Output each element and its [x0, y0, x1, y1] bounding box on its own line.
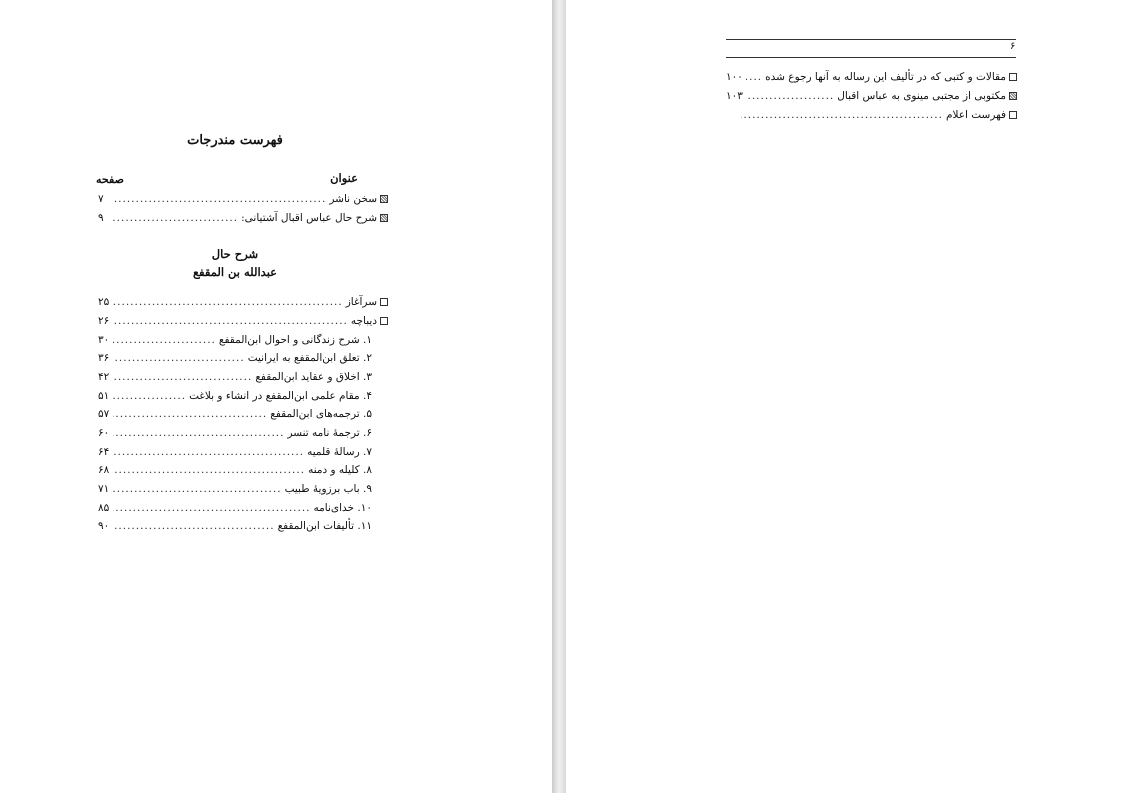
dot-leader — [113, 388, 186, 404]
dot-leader — [113, 406, 267, 422]
toc-entry-page: ۱۰۰ — [726, 71, 743, 83]
dot-leader — [113, 518, 275, 534]
toc-entry-label: سرآغاز — [345, 296, 377, 308]
dot-leader — [113, 294, 343, 310]
section-subheading: عبدالله بن المقفع — [192, 265, 278, 279]
toc-entry[interactable] — [98, 444, 372, 460]
toc-entry[interactable] — [98, 388, 372, 404]
toc-entry-label: ۷. رسالهٔ قلمیه — [307, 446, 372, 458]
toc-entry[interactable] — [726, 88, 1017, 104]
toc-entry-page: ۷۱ — [98, 483, 110, 495]
list-bullet-icon — [380, 214, 388, 222]
toc-entry-page: ۵۱ — [98, 390, 110, 402]
toc-entry-label: ۱. شرح زندگانی و احوال ابن‌المقفع — [218, 334, 372, 346]
toc-entry-page: ۷ — [98, 193, 104, 205]
toc-entry-label: ۸. کلیله و دمنه — [308, 464, 372, 476]
toc-entry[interactable] — [98, 481, 372, 497]
dot-leader — [113, 332, 216, 348]
dot-leader — [113, 191, 326, 207]
dot-leader — [113, 313, 348, 329]
column-header-title: عنوان — [330, 171, 358, 185]
dot-leader — [113, 350, 245, 366]
toc-entry-page: ۱۰۳ — [726, 90, 743, 102]
dot-leader — [741, 107, 943, 123]
page-gutter — [552, 0, 566, 793]
toc-entry[interactable] — [98, 462, 372, 478]
toc-entry-page: ۳۰ — [98, 334, 110, 346]
dot-leader — [113, 500, 311, 516]
toc-entry-label: شرح حال عباس اقبال آشتیانی: — [241, 212, 377, 224]
toc-entry-label: ۵. ترجمه‌های ابن‌المقفع — [270, 408, 372, 420]
column-header-page: صفحه — [96, 173, 124, 186]
toc-entry-label: ۳. اخلاق و عقاید ابن‌المقفع — [255, 371, 372, 383]
toc-entry-label: دیباچه — [350, 315, 377, 327]
list-bullet-icon — [1009, 111, 1017, 119]
header-page-number: ۶ — [1010, 41, 1016, 52]
toc-entry[interactable] — [98, 191, 388, 207]
toc-entry-page: ۸۵ — [98, 502, 110, 514]
header-rule — [726, 39, 1016, 40]
toc-entry-page: ۹۰ — [98, 520, 110, 532]
toc-entry-label: ۲. تعلق ابن‌المقفع به ایرانیت — [247, 352, 372, 364]
toc-entry-label: ۱۱. تألیفات ابن‌المقفع — [277, 520, 372, 532]
dot-leader — [113, 210, 238, 226]
list-bullet-icon — [380, 317, 388, 325]
toc-entry[interactable] — [98, 313, 388, 329]
toc-entry[interactable] — [726, 69, 1017, 85]
toc-entry-label: ۶. ترجمهٔ نامه تنسر — [287, 427, 372, 439]
toc-entry-page: ۲۶ — [98, 315, 110, 327]
list-bullet-icon — [380, 195, 388, 203]
toc-title: فهرست مندرجات — [187, 133, 283, 148]
section-heading: شرح حال — [211, 247, 259, 261]
toc-entry[interactable] — [98, 210, 388, 226]
list-bullet-icon — [1009, 92, 1017, 100]
dot-leader — [746, 69, 762, 85]
header-rule — [726, 57, 1016, 58]
left-page — [0, 0, 552, 793]
list-bullet-icon — [1009, 73, 1017, 81]
toc-entry[interactable] — [98, 425, 372, 441]
toc-entry-page: ۹ — [98, 212, 104, 224]
toc-entry[interactable] — [98, 500, 372, 516]
toc-entry-page: ۶۴ — [98, 446, 110, 458]
toc-entry-page: ۲۵ — [98, 296, 110, 308]
toc-entry-label: سخن ناشر — [329, 193, 377, 205]
toc-entry[interactable] — [98, 294, 388, 310]
dot-leader — [746, 88, 834, 104]
toc-entry-label: مکتوبی از مجتبی مینوی به عباس اقبال — [837, 90, 1006, 102]
toc-entry-label: فهرست اعلام — [945, 109, 1006, 121]
toc-entry-page: ۶۸ — [98, 464, 110, 476]
dot-leader — [113, 369, 252, 385]
toc-entry-page: ۳۶ — [98, 352, 110, 364]
toc-entry[interactable] — [726, 107, 1017, 123]
list-bullet-icon — [380, 298, 388, 306]
toc-entry-label: مقالات و کتبی که در تألیف این رساله به آنها رجوع شده — [765, 71, 1006, 83]
toc-entry[interactable] — [98, 406, 372, 422]
dot-leader — [113, 444, 304, 460]
dot-leader — [113, 462, 305, 478]
toc-entry-label: ۱۰. خدای‌نامه — [313, 502, 372, 514]
toc-entry-page: ۴۲ — [98, 371, 110, 383]
toc-entry-label: ۹. باب برزویهٔ طبیب — [284, 483, 372, 495]
toc-entry[interactable] — [98, 518, 372, 534]
dot-leader — [113, 425, 284, 441]
right-page — [566, 0, 1125, 793]
toc-entry-page: ۵۷ — [98, 408, 110, 420]
toc-entry[interactable] — [98, 332, 372, 348]
toc-entry[interactable] — [98, 350, 372, 366]
dot-leader — [113, 481, 282, 497]
toc-entry[interactable] — [98, 369, 372, 385]
toc-entry-page: ۶۰ — [98, 427, 110, 439]
toc-entry-label: ۴. مقام علمی ابن‌المقفع در انشاء و بلاغت — [189, 390, 372, 402]
